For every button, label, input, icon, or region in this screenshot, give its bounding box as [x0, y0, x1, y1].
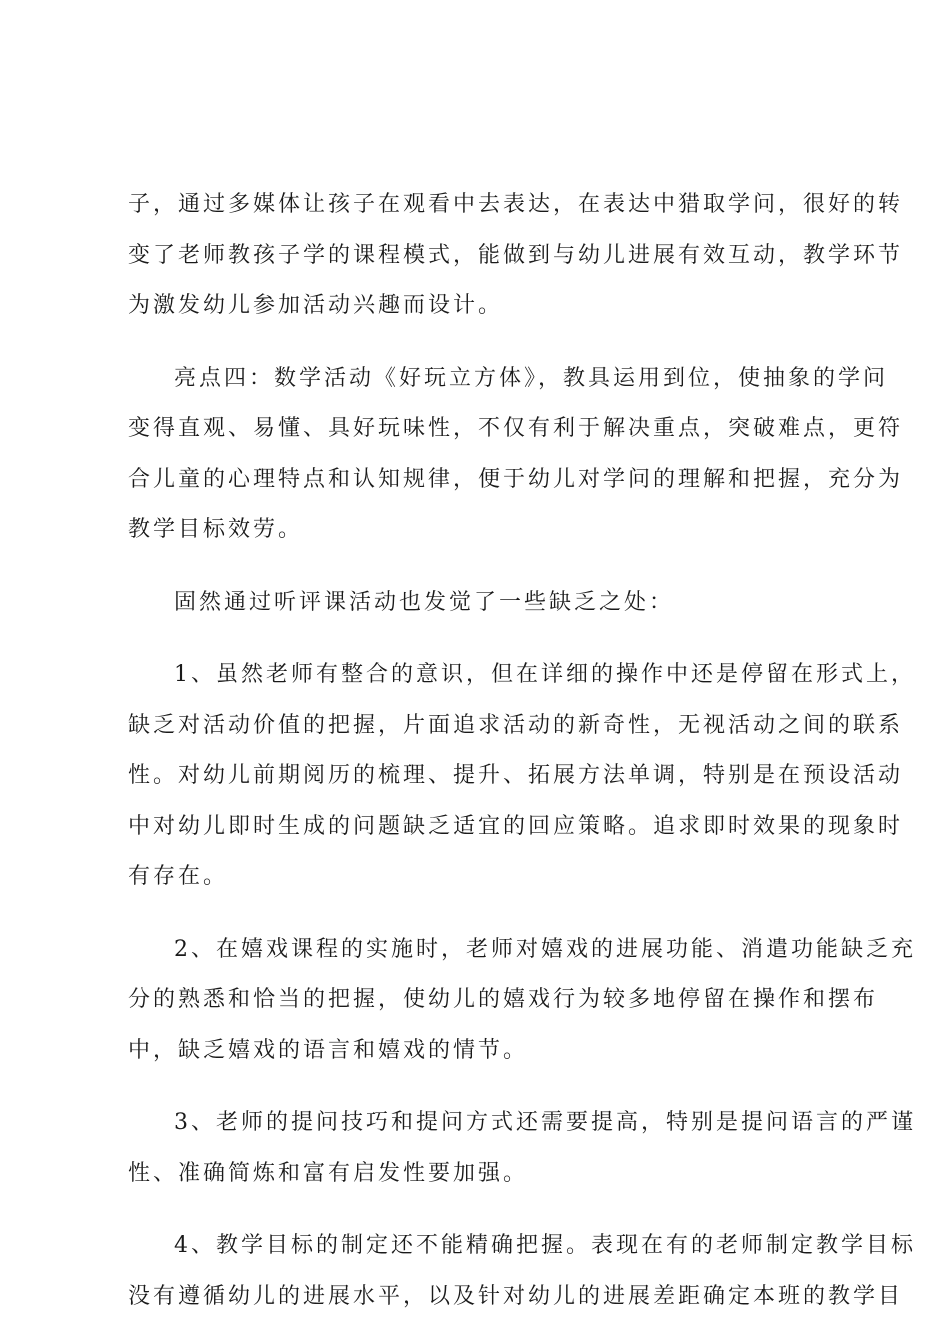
text-line: 性、准确简炼和富有启发性要加强。 — [128, 1160, 529, 1186]
text-line: 3、老师的提问技巧和提问方式还需要提高，特别是提问语言的严谨 — [174, 1110, 916, 1135]
paragraph-2 — [128, 354, 904, 556]
paragraph-4 — [128, 650, 916, 903]
paragraph-6 — [128, 1098, 916, 1199]
text-line: 合儿童的心理特点和认知规律，便于幼儿对学问的理解和把握，充分为 — [128, 466, 904, 492]
text-line: 子，通过多媒体让孩子在观看中去表达，在表达中猎取学问，很好的转 — [128, 192, 904, 217]
paragraph-5 — [128, 925, 916, 1077]
text-line: 有存在。 — [128, 864, 229, 889]
text-line: 教学目标效劳。 — [128, 517, 304, 542]
text-line: 4、教学目标的制定还不能精确把握。表现在有的老师制定教学目标 — [174, 1233, 916, 1258]
text-line: 固然通过听评课活动也发觉了一些缺乏之处： — [174, 589, 675, 615]
text-line: 缺乏对活动价值的把握，片面追求活动的新奇性，无视活动之间的联系 — [128, 712, 904, 738]
text-line: 分的熟悉和恰当的把握，使幼儿的嬉戏行为较多地停留在操作和摆布 — [128, 987, 879, 1012]
text-line: 变了老师教孩子学的课程模式，能做到与幼儿进展有效互动，教学环节 — [128, 242, 904, 268]
text-line: 亮点四：数学活动《好玩立方体》，教具运用到位，使抽象的学问 — [174, 365, 889, 391]
text-line: 没有遵循幼儿的进展水平，以及针对幼儿的进展差距确定本班的教学目 — [128, 1283, 904, 1309]
body-text — [128, 180, 916, 1322]
paragraph-7 — [128, 1221, 916, 1322]
text-line: 中对幼儿即时生成的问题缺乏适宜的回应策略。追求即时效果的现象时 — [128, 813, 904, 839]
paragraph-3 — [128, 578, 836, 629]
text-line: 中，缺乏嬉戏的语言和嬉戏的情节。 — [128, 1037, 529, 1063]
text-line: 为激发幼儿参加活动兴趣而设计。 — [128, 293, 504, 318]
paragraph-1 — [128, 180, 904, 332]
text-line: 2、在嬉戏课程的实施时，老师对嬉戏的进展功能、消遣功能缺乏充 — [174, 936, 916, 962]
text-line: 1、虽然老师有整合的意识，但在详细的操作中还是停留在形式上， — [174, 662, 916, 687]
text-line: 性。对幼儿前期阅历的梳理、提升、拓展方法单调，特别是在预设活动 — [128, 763, 904, 788]
text-line: 变得直观、易懂、具好玩味性，不仅有利于解决重点，突破难点，更符 — [128, 416, 904, 441]
